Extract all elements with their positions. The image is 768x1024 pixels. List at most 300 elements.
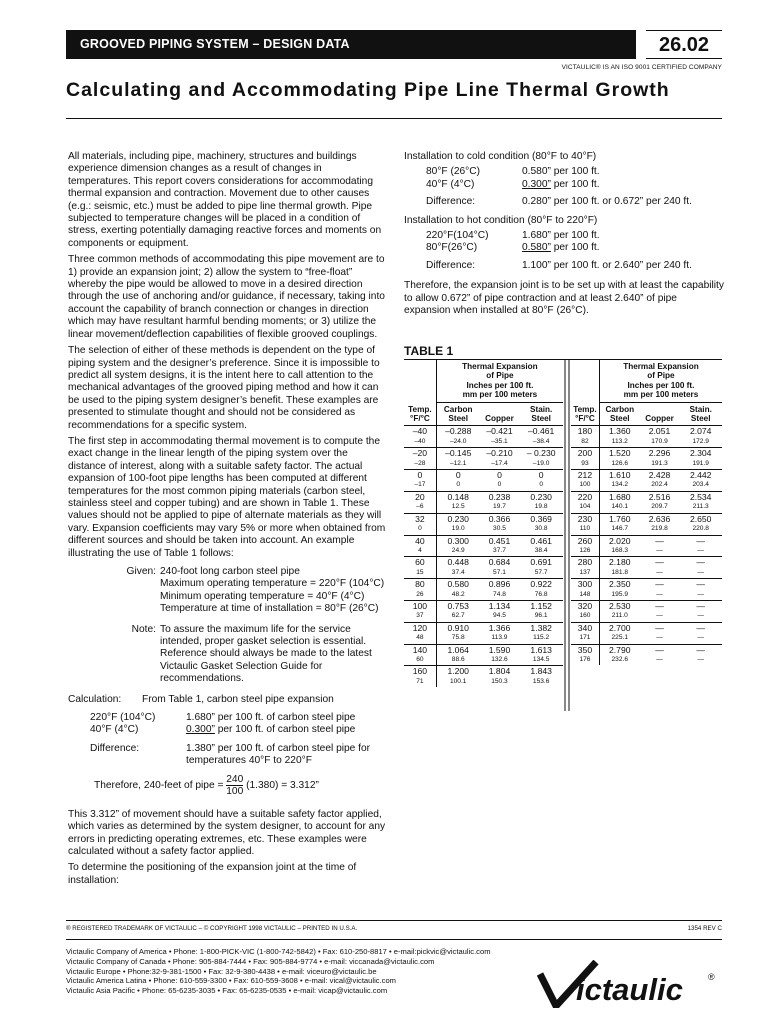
note-text: To assure the maximum life for the service intended, proper gasket selection is essential. Reference should always be made to the latest Victaulic Gasket Selection Guide for recommendations. [160, 623, 372, 685]
hot-value: 1.680” per 100 ft. [522, 230, 600, 242]
table-cell-metric: 232.6 [611, 655, 629, 663]
table-cell-imperial: — [640, 557, 680, 568]
table-row [571, 590, 722, 601]
cold-row [404, 166, 724, 178]
table-cell-imperial: 2.534 [679, 491, 722, 502]
table-cell-metric: 82 [571, 437, 599, 448]
logo-wordmark: ictaulic [576, 972, 683, 1007]
table-row [571, 459, 722, 470]
footer-rule-2 [66, 939, 722, 940]
right-column [404, 151, 724, 321]
table-cell-imperial: — [640, 535, 680, 546]
table-cell-metric: 211.3 [692, 503, 709, 511]
column-header [640, 402, 680, 426]
table-cell-imperial: 2.442 [679, 470, 722, 481]
table-cell-imperial: 1.760 [599, 513, 639, 524]
table-cell-metric: 171 [571, 633, 599, 644]
table-cell-metric: 220.8 [692, 525, 709, 533]
table-cell-imperial: 2.296 [640, 448, 680, 459]
table-cell-imperial: 120 [404, 622, 436, 633]
title-rule [66, 118, 722, 119]
table-cell-imperial: 2.304 [679, 448, 722, 459]
table-row [571, 579, 722, 590]
table-cell-imperial: 1.152 [519, 600, 563, 611]
given-line: Temperature at time of installation = 80°F (26°C) [160, 603, 379, 615]
table-row [404, 470, 563, 481]
group-header-row [404, 359, 563, 402]
group-header-line: Thermal Expansion [623, 362, 699, 371]
table-cell-metric: –35.1 [491, 437, 508, 445]
column-header-line: Steel [609, 414, 630, 424]
group-header-line: mm per 100 meters [623, 390, 699, 400]
calculation-label: Calculation: [68, 693, 122, 705]
table-cell-metric: 113.9 [491, 634, 508, 642]
hot-value-text: per 100 ft. [550, 242, 600, 254]
table-cell-metric: –12.1 [449, 459, 467, 467]
fraction-denominator: 100 [226, 785, 244, 797]
table-row [571, 480, 722, 491]
column-header-line: Steel [448, 414, 468, 424]
table-cell-metric: 219.8 [651, 525, 668, 533]
page-title: Calculating and Accommodating Pipe Line Thermal Growth [66, 79, 670, 101]
table-row [571, 557, 722, 568]
table-row [404, 590, 563, 601]
table-cell-metric: — [697, 590, 704, 598]
table-cell-imperial: — [679, 557, 722, 568]
cold-row [404, 196, 724, 208]
table-cell-imperial: 0 [436, 470, 479, 481]
table-cell-metric: — [656, 590, 663, 598]
table-cell-imperial: 0.300 [436, 535, 479, 546]
table-cell-imperial: –0.288 [436, 426, 479, 437]
table-cell-imperial: 280 [571, 557, 599, 568]
table-cell-metric: 160 [571, 611, 599, 622]
first-step-paragraph: The first step in accommodating thermal movement is to compute the exact change in the linear length of the piping system over the distance of interest, along with a suitable safety factor. The actual expansion of 100-foot pipe lengths has been computed at different temperatures for the most common piping materials (carbon steel, stainless steel and copper tubing) and are shown in Table 1. These values should not be applied to pipe of alternate materials as they will vary. Expansion coefficients may vary 5% or more when obtained from different sources and should be taken into account. An example illustrating the use of Table 1 follows: [68, 435, 386, 559]
table-row [571, 568, 722, 579]
column-header-line: Steel [531, 414, 551, 424]
column-header-line: Copper [485, 414, 514, 424]
table-cell-imperial: –0.145 [436, 448, 479, 459]
table-row [404, 480, 563, 491]
table-cell-metric: 140.1 [611, 503, 629, 511]
table-cell-metric: 93 [571, 459, 599, 470]
table-cell-metric: 76.8 [534, 590, 548, 598]
contact-line: Victaulic America Latina • Phone: 610-559-3300 • Fax: 610-559-3608 • e-mail: vical@victaulic.com [66, 976, 397, 986]
column-header-line: Temp. [408, 404, 432, 414]
group-header-line: mm per 100 meters [462, 390, 538, 400]
table-cell-imperial: 2.636 [640, 513, 680, 524]
table-cell-metric: 225.1 [611, 634, 629, 642]
column-header-line: Stain. [689, 404, 712, 414]
table-cell-metric: 150.3 [491, 677, 508, 685]
table-cell-imperial: 1.610 [599, 470, 639, 481]
table-cell-imperial: 1.590 [480, 644, 520, 655]
table-cell-metric: 191.3 [651, 459, 668, 467]
table-cell-imperial: — [640, 622, 680, 633]
table-row [571, 535, 722, 546]
table-cell-metric: 57.7 [534, 568, 548, 576]
contact-line: Victaulic Europe • Phone:32-9-381-1500 • Fax: 32-9-380-4438 • e-mail: viceuro@victaulic.be [66, 966, 377, 976]
hot-title: Installation to hot condition (80°F to 220°F) [404, 214, 598, 226]
calc-temp: 40°F (4°C) [90, 724, 139, 736]
table-row [404, 502, 563, 513]
table-cell-metric: — [697, 546, 704, 554]
table-row [404, 524, 563, 535]
table-cell-metric: 134.2 [611, 481, 629, 489]
column-header-row [404, 402, 563, 426]
table-cell-imperial: 32 [404, 513, 436, 524]
table-row [571, 448, 722, 459]
given-label: Given: [126, 566, 156, 577]
table-cell-imperial: 200 [571, 448, 599, 459]
table-cell-imperial: 0.238 [480, 491, 520, 502]
table-cell-imperial: 1.804 [480, 666, 520, 677]
column-header-line: Carbon [443, 404, 473, 414]
table-cell-imperial: –0.461 [519, 426, 563, 437]
table-cell-imperial: 1.200 [436, 666, 479, 677]
table-cell-imperial: 212 [571, 470, 599, 481]
table-row [404, 426, 563, 437]
table-cell-metric: 168.3 [611, 546, 629, 554]
table-cell-metric: 37.4 [451, 568, 465, 576]
group-header [599, 359, 722, 402]
column-header-line: °F/°C [410, 414, 430, 424]
header-spacer [571, 359, 599, 402]
hot-difference-label: Difference: [426, 259, 476, 271]
calc-difference-value: 1.380” per 100 ft. of carbon steel pipe for temperatures 40°F to 220°F [186, 742, 371, 767]
table-cell-metric: 30.8 [534, 525, 548, 533]
table-cell-imperial: 2.700 [599, 622, 639, 633]
table-cell-metric: 94.5 [493, 612, 506, 620]
table-row [404, 546, 563, 557]
table-row [571, 426, 722, 437]
cold-difference-value: 0.280” per 100 ft. or 0.672” per 240 ft. [522, 196, 692, 208]
table-cell-imperial: 160 [404, 666, 436, 677]
table-cell-metric: 181.8 [611, 568, 629, 576]
table-cell-imperial: 1.680 [599, 491, 639, 502]
table-cell-imperial: 220 [571, 491, 599, 502]
table-row [404, 655, 563, 666]
table-cell-imperial: 340 [571, 622, 599, 633]
table-cell-metric: 88.6 [451, 655, 465, 663]
table-cell-imperial: 0.461 [519, 535, 563, 546]
hot-temp: 220°F(104°C) [426, 230, 489, 242]
table-cell-imperial: 140 [404, 644, 436, 655]
calculation-block [68, 694, 386, 706]
table-cell-metric: 0 [497, 481, 502, 489]
table-row [404, 459, 563, 470]
group-header [436, 359, 563, 402]
intro-paragraph: All materials, including pipe, machinery, structures and buildings experience dimension changes as a result of changes in temperatures. This report covers considerations for accommodating thermal expansion and contraction. Movement due to other causes (e.g.: seismic, etc.) must be added to pipe line thermal growth. Pipe subjected to temperature changes will be placed in a condition of stress, exerting potentially damaging reactive forces and moments on components or equipment. [68, 151, 382, 249]
table-cell-imperial: 180 [571, 426, 599, 437]
cold-value-text: per 100 ft. [550, 178, 600, 190]
table-row [404, 677, 563, 687]
table-cell-imperial: –0.210 [480, 448, 520, 459]
table-cell-imperial: 350 [571, 644, 599, 655]
revision-code: 1354 REV C [687, 925, 722, 932]
table-cell-metric: –40 [404, 437, 436, 448]
note-block [68, 624, 386, 686]
table-cell-imperial: –0.421 [480, 426, 520, 437]
table-row [571, 546, 722, 557]
table-cell-imperial: –40 [404, 426, 436, 437]
table-row [571, 655, 722, 665]
table-row [571, 491, 722, 502]
given-line: 240-foot long carbon steel pipe [160, 566, 300, 577]
table-cell-imperial: 2.350 [599, 579, 639, 590]
table-cell-imperial: 1.520 [599, 448, 639, 459]
table-cell-metric: 211.0 [611, 612, 628, 620]
table-cell-metric: 203.4 [692, 481, 709, 489]
table-cell-imperial: – 0.230 [519, 448, 563, 459]
table-cell-metric: 62.7 [451, 612, 465, 620]
table-cell-metric: 100 [571, 480, 599, 491]
calc-value: 1.680” per 100 ft. of carbon steel pipe [186, 712, 356, 724]
victaulic-logo [536, 960, 724, 1008]
group-header-line: Inches per 100 ft. [627, 380, 695, 390]
group-header-line: of Pipe [647, 371, 675, 381]
column-header-line: Temp. [573, 404, 597, 414]
table-cell-metric: –17 [404, 480, 436, 491]
table-cell-metric: –28 [404, 459, 436, 470]
table-cell-metric: 126.6 [611, 459, 629, 467]
table-cell-imperial: 80 [404, 579, 436, 590]
table-cell-metric: 113.2 [611, 437, 628, 445]
calc-value-text: per 100 ft. of carbon steel pipe [214, 724, 356, 736]
table-cell-metric: 4 [404, 546, 436, 557]
table-cell-metric: 137 [571, 568, 599, 579]
table-cell-imperial: 0.910 [436, 622, 479, 633]
cold-temp: 80°F (26°C) [426, 166, 481, 178]
table-cell-imperial: 2.020 [599, 535, 639, 546]
table-cell-metric: 71 [404, 677, 436, 687]
table-row [571, 644, 722, 655]
calc-underlined-value: 0.300” [186, 724, 215, 736]
hot-underlined-value: 0.580” [522, 242, 551, 254]
table-cell-metric: 48 [404, 633, 436, 644]
table-row [404, 535, 563, 546]
hot-row [404, 242, 724, 254]
table-cell-metric: 60 [404, 655, 436, 666]
fraction-numerator: 240 [226, 773, 244, 785]
table-cell-metric: 146.7 [611, 525, 629, 533]
table-cell-metric: — [697, 568, 704, 576]
table-row [404, 579, 563, 590]
table-cell-imperial: 1.613 [519, 644, 563, 655]
table-cell-metric: 170.9 [651, 437, 668, 445]
table-cell-metric: 19.0 [451, 525, 465, 533]
group-header-line: of Pipe [486, 371, 514, 381]
table-cell-imperial: 0.448 [436, 557, 479, 568]
table-cell-metric: — [656, 634, 663, 642]
table-cell-metric: — [656, 612, 663, 620]
cold-underlined-value: 0.300” [522, 178, 551, 190]
table-row [404, 622, 563, 633]
safety-factor-paragraph: This 3.312” of movement should have a suitable safety factor applied, which varies as determined by the system designer, to account for any errors in predicting operating extremes, etc. These examples were calculated without a safety factor applied. [68, 808, 386, 857]
calc-temp: 220°F (104°C) [90, 712, 156, 724]
table-title: TABLE 1 [404, 344, 454, 358]
cold-title: Installation to cold condition (80°F to 40°F) [404, 151, 597, 162]
iso-note: VICTAULIC® IS AN ISO 9001 CERTIFIED COMPANY [561, 64, 722, 71]
table-cell-metric: –17.4 [491, 459, 508, 467]
column-header-line: Carbon [605, 404, 635, 414]
table-cell-metric: 176 [571, 655, 599, 665]
table-cell-imperial: — [679, 600, 722, 611]
table-row [404, 611, 563, 622]
table-cell-metric: 104 [571, 502, 599, 513]
methods-paragraph: Three common methods of accommodating this pipe movement are to 1) provide an expansion joint; 2) allow the system to “free-float” whereby the pipe would be allowed to move in a desired direction through the use of anchoring and/or guidance, if necessary, taking into account the capability of branch connection or changes in direction which may have resultant harmful bending moments; or 3) utilize the linear movement/deflection capabilities of flexible grooved couplings. [68, 254, 385, 340]
table-cell-metric: –38.4 [532, 437, 550, 445]
table-cell-metric: — [697, 634, 704, 642]
table-cell-metric: 48.2 [451, 590, 465, 598]
table-cell-metric: –24.0 [449, 437, 467, 445]
cold-row [404, 179, 724, 191]
table-cell-imperial: 2.516 [640, 491, 680, 502]
table-cell-imperial: — [679, 535, 722, 546]
table-cell-metric: 172.9 [692, 437, 709, 445]
table-cell-imperial: — [679, 644, 722, 655]
table-cell-imperial: 0.691 [519, 557, 563, 568]
table-cell-metric: 75.8 [451, 634, 465, 642]
table-row [571, 633, 722, 644]
table-cell-imperial: 1.366 [480, 622, 520, 633]
table-cell-metric: 195.9 [611, 590, 629, 598]
table-row [404, 448, 563, 459]
table-cell-metric: 153.6 [532, 677, 550, 685]
table-row [404, 633, 563, 644]
svg-text:®: ® [708, 972, 715, 982]
table-cell-metric: 134.5 [532, 655, 550, 663]
table-cell-imperial: 300 [571, 579, 599, 590]
table-cell-metric: 191.9 [692, 459, 709, 467]
footer-rule [66, 920, 722, 921]
column-header [404, 402, 436, 426]
table-cell-imperial: 1.064 [436, 644, 479, 655]
table-cell-imperial: 0.580 [436, 579, 479, 590]
table-cell-imperial: 2.180 [599, 557, 639, 568]
calc-row [68, 724, 386, 736]
note-label: Note: [131, 623, 156, 635]
table-cell-metric: 12.5 [451, 503, 465, 511]
table-cell-imperial: 0.684 [480, 557, 520, 568]
calculation-intro: From Table 1, carbon steel pipe expansion [142, 693, 334, 705]
selection-paragraph: The selection of either of these methods is dependent on the type of piping system and the designer’s preference. Since it is impossible to predict all system designs, it is the intent here to call attention to the mechanical advantages of the grooved piping method and how it can be used to the piping system designer’s benefit. These examples are presented to stimulate thought and should not be considered as recommendations for a specific system. [68, 345, 380, 431]
table-half [571, 359, 722, 665]
table-cell-imperial: 60 [404, 557, 436, 568]
cold-value [522, 179, 724, 191]
table-row [571, 437, 722, 448]
column-header-row [571, 402, 722, 426]
calc-value [186, 724, 386, 736]
table-row [571, 611, 722, 622]
table-cell-metric: — [697, 655, 704, 663]
table-cell-metric: 115.2 [533, 634, 550, 642]
table-cell-metric: 19.8 [534, 503, 548, 511]
table-cell-imperial: 2.650 [679, 513, 722, 524]
table-cell-metric: 96.1 [534, 612, 548, 620]
table-cell-imperial: 0.230 [519, 491, 563, 502]
column-header [599, 402, 639, 426]
table-row [571, 502, 722, 513]
contact-list [66, 947, 491, 996]
table-row [404, 568, 563, 579]
column-header-line: Stain. [530, 404, 553, 414]
table-cell-imperial: 1.382 [519, 622, 563, 633]
table-cell-metric: 110 [571, 524, 599, 535]
table-cell-metric: 30.5 [493, 525, 506, 533]
table-cell-imperial: 0 [404, 470, 436, 481]
table-cell-imperial: 1.360 [599, 426, 639, 437]
column-header [519, 402, 563, 426]
table-cell-metric: 0 [456, 481, 461, 489]
column-header [679, 402, 722, 426]
conclusion-paragraph: Therefore, the expansion joint is to be set up with at least the capability to allow 0.672” of pipe contraction and at least 2.640” of pipe expansion when installed at 80°F (26°C). [404, 280, 724, 317]
table-cell-imperial: 20 [404, 491, 436, 502]
column-header-line: Steel [690, 414, 711, 424]
table-right-half [571, 359, 722, 665]
column-header-line: °F/°C [575, 414, 595, 424]
table-cell-imperial: 2.051 [640, 426, 680, 437]
table-cell-imperial: 2.428 [640, 470, 680, 481]
section-header-bar: GROOVED PIPING SYSTEM – DESIGN DATA [66, 30, 636, 59]
table-cell-metric: 74.8 [493, 590, 506, 598]
table-cell-imperial: 40 [404, 535, 436, 546]
table-cell-metric: 38.4 [534, 546, 548, 554]
table-row [404, 666, 563, 677]
table-row [404, 513, 563, 524]
cold-value: 0.580” per 100 ft. [522, 166, 600, 178]
table-cell-imperial: 100 [404, 600, 436, 611]
column-header-line: Copper [645, 414, 674, 424]
table-cell-imperial: 0 [519, 470, 563, 481]
document-number: 26.02 [646, 30, 722, 59]
hot-temp: 80°F(26°C) [426, 242, 478, 254]
table-cell-imperial: 320 [571, 600, 599, 611]
table-cell-imperial: 1.843 [519, 666, 563, 677]
table-cell-imperial: 0.753 [436, 600, 479, 611]
table-cell-imperial: — [679, 622, 722, 633]
table-cell-metric: 0 [404, 524, 436, 535]
table-row [571, 513, 722, 524]
table-cell-metric: 132.6 [491, 655, 508, 663]
table-cell-imperial: — [640, 579, 680, 590]
table-cell-imperial: 2.790 [599, 644, 639, 655]
table-row [404, 644, 563, 655]
contact-line: Victaulic Company of Canada • Phone: 905-884-7444 • Fax: 905-884-9774 • e-mail: viccanada@victaulic.com [66, 956, 435, 966]
table-row [404, 600, 563, 611]
cold-difference-label: Difference: [426, 196, 476, 208]
table-cell-imperial: 0.148 [436, 491, 479, 502]
table-row [404, 437, 563, 448]
group-header-row [571, 359, 722, 402]
table-cell-metric: 209.7 [651, 503, 668, 511]
table-cell-metric: — [656, 655, 663, 663]
table-cell-metric: 202.4 [651, 481, 668, 489]
left-column [68, 151, 386, 891]
table-cell-imperial: 0.366 [480, 513, 520, 524]
table-cell-imperial: — [640, 644, 680, 655]
table-cell-imperial: 0.922 [519, 579, 563, 590]
table-cell-imperial: — [640, 600, 680, 611]
table-row [571, 600, 722, 611]
group-header-line: Inches per 100 ft. [466, 380, 534, 390]
table-cell-imperial: 230 [571, 513, 599, 524]
table-cell-imperial: 2.074 [679, 426, 722, 437]
column-header [480, 402, 520, 426]
hot-difference-value: 1.100” per 100 ft. or 2.640” per 240 ft. [522, 259, 692, 271]
table-cell-imperial: 0.230 [436, 513, 479, 524]
table-row [571, 622, 722, 633]
